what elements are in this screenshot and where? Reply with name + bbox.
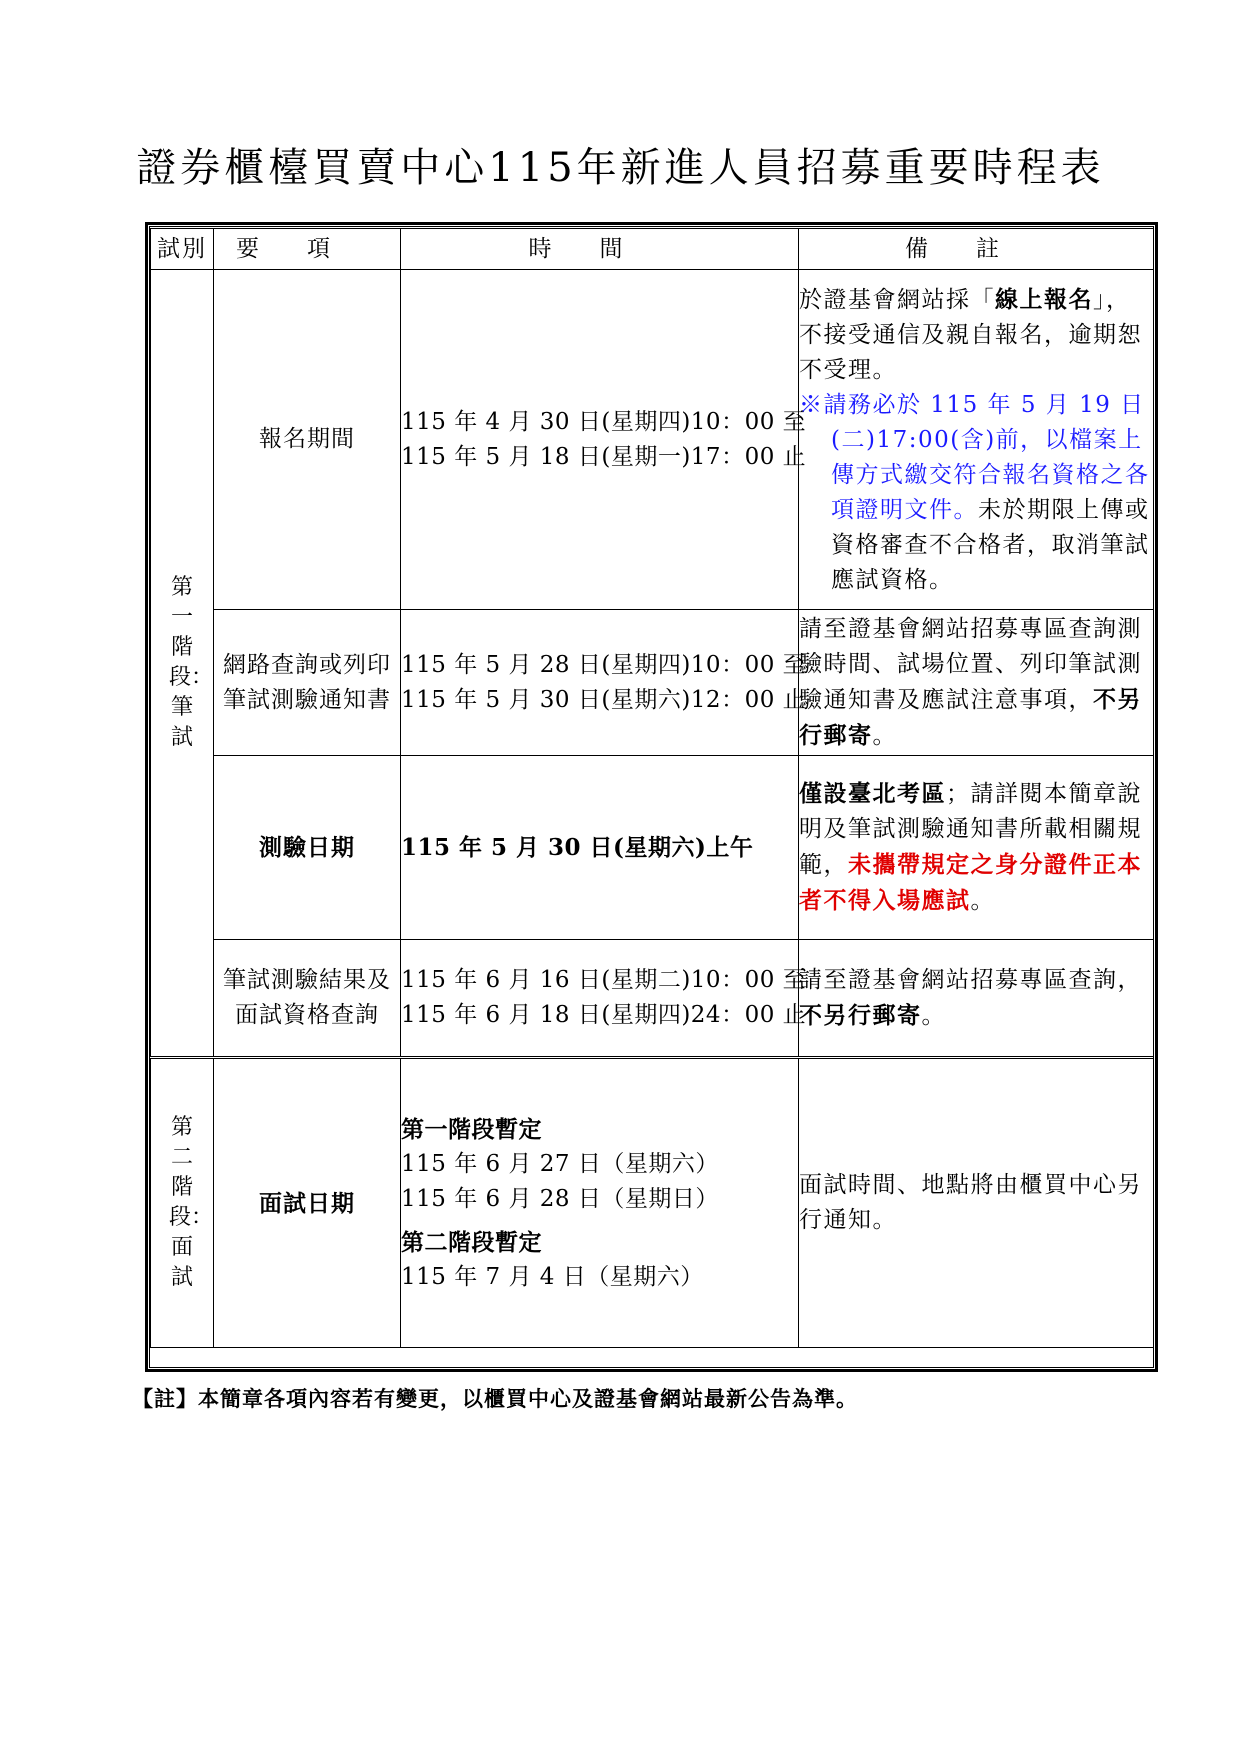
table-row — [151, 756, 1154, 940]
note-text: ；請詳閱本簡章說明及筆試測驗通知書所載相關規範， — [799, 781, 1142, 878]
time-line: 115 年 6 月 18 日(星期四)24：00 止 — [401, 1002, 807, 1028]
table-row — [151, 610, 1154, 756]
stage2-label: 第二階段：面試 — [169, 1115, 214, 1290]
schedule-table — [150, 228, 1154, 1348]
phase2-date: 115 年 7 月 4 日（星期六） — [401, 1263, 704, 1290]
table-row — [151, 940, 1154, 1058]
item-registration: 報名期間 — [214, 270, 401, 610]
page-title: 證券櫃檯買賣中心115年新進人員招募重要時程表 — [136, 145, 1105, 191]
note-exam-date — [799, 756, 1154, 940]
phase2-title: 第二階段暫定 — [401, 1228, 542, 1256]
note-text: 於證基會網站採「 — [799, 286, 995, 313]
time-line: 115 年 5 月 28 日(星期四)10：00 至 — [401, 651, 807, 678]
note-red: 未攜帶規定之身分證件正本者不得入場應試 — [799, 851, 1142, 914]
note-bold: 不另行郵寄 — [799, 685, 1142, 749]
item-print-notice — [214, 610, 401, 756]
note-registration — [799, 270, 1154, 610]
note-interview-date: 面試時間、地點將由櫃買中心另行通知。 — [799, 1058, 1154, 1348]
item-line: 筆試測驗通知書 — [223, 686, 391, 713]
table-row — [151, 270, 1154, 610]
note-result-query — [799, 940, 1154, 1058]
footer-note: 【註】本簡章各項內容若有變更，以櫃買中心及證基會網站最新公告為準。 — [132, 1387, 858, 1411]
note-text: 」，不接受通信及親自報名，逾期恕不受理。 — [799, 286, 1142, 383]
table-header-row — [151, 229, 1154, 270]
table-row — [151, 1058, 1154, 1348]
stage1-label: 第一階段：筆試 — [169, 575, 214, 750]
phase1-date: 115 年 6 月 28 日（星期日） — [401, 1185, 719, 1212]
stage2-cell — [151, 1058, 214, 1348]
note-blue: ※請務必於 115 年 5 月 19 日(二)17:00(含)前，以檔案上傳方式繳交符合報名資格之各項證明文件。 — [799, 391, 1150, 523]
note-text: 。 — [872, 722, 897, 749]
header-stage: 試別 — [151, 229, 214, 270]
note-text: 。 — [970, 888, 995, 914]
note-text: 請至證基會網站招募專區查詢， — [799, 966, 1142, 993]
item-exam-date: 測驗日期 — [214, 756, 401, 940]
header-time: 時間 — [401, 229, 799, 270]
time-line: 115 年 5 月 18 日(星期一)17：00 止 — [401, 443, 807, 470]
time-interview-date — [401, 1058, 799, 1348]
phase1-date: 115 年 6 月 27 日（星期六） — [401, 1150, 719, 1177]
item-line: 面試資格查詢 — [235, 1002, 379, 1028]
time-result-query — [401, 940, 807, 1058]
time-line: 115 年 4 月 30 日(星期四)10：00 至 — [401, 408, 807, 435]
time-registration — [401, 270, 807, 610]
header-note: 備註 — [799, 229, 1154, 270]
item-line: 網路查詢或列印 — [223, 651, 391, 678]
phase1-title: 第一階段暫定 — [401, 1115, 542, 1143]
time-print-notice — [401, 610, 807, 756]
header-item: 要項 — [214, 229, 401, 270]
stage1-cell — [151, 270, 214, 1058]
item-result-query — [214, 940, 401, 1058]
note-bold: 線上報名 — [995, 285, 1093, 313]
note-bold: 僅設臺北考區 — [799, 780, 946, 807]
time-line: 115 年 6 月 16 日(星期二)10：00 至 — [401, 967, 807, 993]
note-text: 請至證基會網站招募專區查詢測驗時間、試場位置、列印筆試測驗通知書及應試注意事項， — [799, 615, 1142, 713]
time-line: 115 年 5 月 30 日(星期六)12：00 止 — [401, 686, 807, 713]
time-exam-date: 115 年 5 月 30 日(星期六)上午 — [401, 756, 799, 940]
item-interview-date: 面試日期 — [214, 1058, 401, 1348]
note-bold: 不另行郵寄 — [799, 1001, 922, 1029]
note-text: 未於期限上傳或資格審查不合格者，取消筆試應試資格。 — [831, 496, 1150, 593]
note-text: 。 — [921, 1002, 946, 1029]
item-line: 筆試測驗結果及 — [223, 967, 391, 993]
note-print-notice — [799, 610, 1154, 756]
